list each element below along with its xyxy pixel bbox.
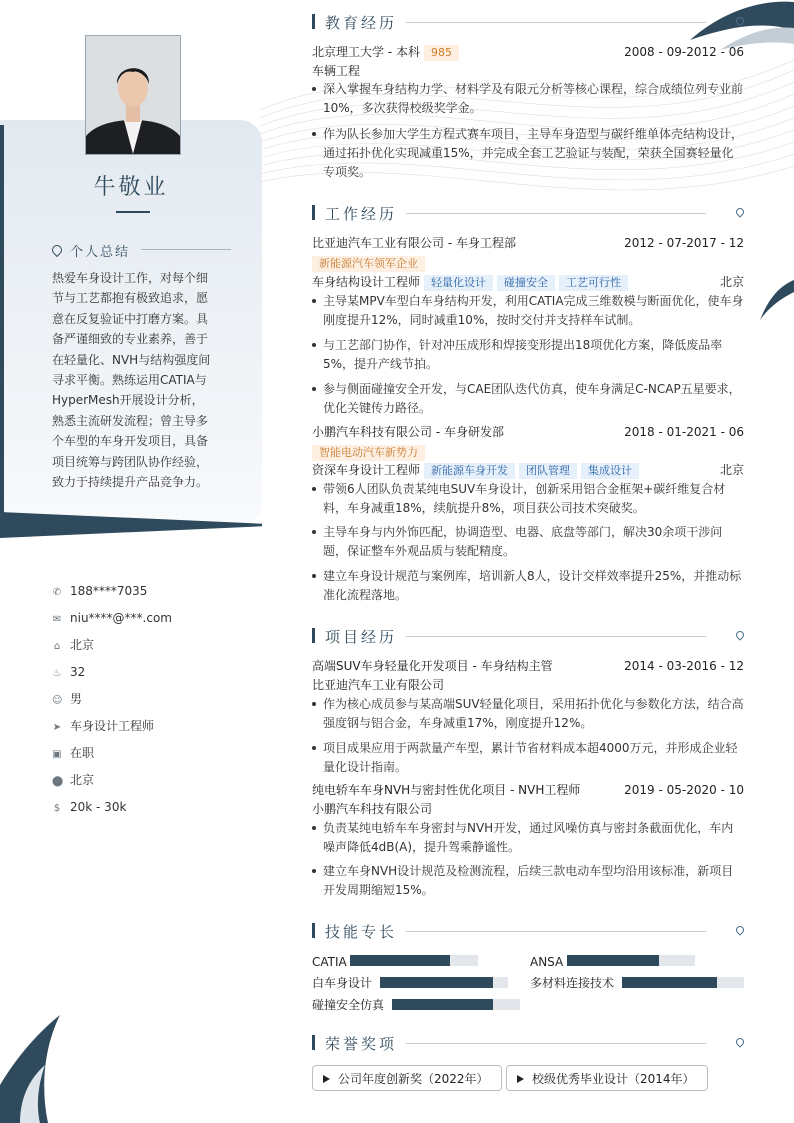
skill-bar	[350, 955, 478, 966]
contact-value: 在职	[70, 746, 95, 760]
work-bullet: 与工艺部门协作，针对冲压成形和焊接变形提出18项优化方案，降低废品率5%，提升产线节拍。	[312, 336, 744, 374]
project-bullet: 建立车身NVH设计规范及检测流程，后续三款电动车型均沿用该标准，新项目开发周期缩短15%。	[312, 862, 744, 900]
skill-tag: 新能源车身开发	[424, 463, 515, 479]
work-city: 北京	[719, 463, 744, 477]
contact-value: 北京	[70, 638, 95, 652]
location-icon: ⬤	[52, 776, 64, 787]
home-icon: ⌂	[53, 641, 61, 652]
contact-value: 20k - 30k	[70, 800, 127, 814]
work-period: 2018 - 01-2021 - 06	[624, 425, 744, 439]
company-name: 比亚迪汽车工业有限公司 - 车身工程部	[312, 236, 516, 250]
work-period: 2012 - 07-2017 - 12	[624, 236, 744, 250]
skill-name: 白车身设计	[312, 976, 373, 990]
contact-location	[52, 771, 94, 789]
skill-bar	[622, 977, 744, 988]
summary-text: 热爱车身设计工作，对每个细节与工艺都抱有极致追求，愿意在反复验证中打磨方案。具备严谨细致的专业素养，善于在轻量化、NVH与结构强度间寻求平衡。熟练运用CATIA与HyperMesh开展设计分析，熟悉主流研发流程；曾主导多个车型的车身开发项目，具备项目统筹与跨团队协作经验，致力于持续提升产品竞争力。	[52, 271, 211, 490]
project-org: 小鹏汽车科技有限公司	[312, 802, 433, 816]
play-icon	[517, 1075, 524, 1083]
school-tag: 985	[424, 45, 459, 61]
skill-tag: 团队管理	[519, 463, 577, 479]
education-period: 2008 - 09-2012 - 06	[624, 45, 744, 59]
contact-value: 188****7035	[70, 584, 148, 598]
award-item	[312, 1065, 502, 1091]
send-icon: ➤	[52, 722, 62, 733]
industry-tag: 智能电动汽车新势力	[312, 445, 425, 461]
work-bullet: 参与侧面碰撞安全开发，与CAE团队迭代仿真，使车身满足C-NCAP五星要求，优化关键传力路径。	[312, 380, 744, 418]
work-bullet: 主导车身与内外饰匹配，协调造型、电器、底盘等部门，解决30余项干涉问题，保证整车外观品质与装配精度。	[312, 523, 744, 561]
industry-tag: 新能源汽车领军企业	[312, 256, 425, 272]
work-bullet: 建立车身设计规范与案例库，培训新人8人，设计交样效率提升25%，并推动标准化流程落地。	[312, 567, 744, 605]
project-period: 2019 - 05-2020 - 10	[624, 783, 744, 797]
company-name: 小鹏汽车科技有限公司 - 车身研发部	[312, 425, 504, 439]
section-title: 教育经历	[325, 14, 398, 32]
section-title: 项目经历	[325, 628, 398, 646]
contact-home	[52, 636, 94, 654]
work-bullet: 带领6人团队负责某纯电SUV车身设计，创新采用铝合金框架+碳纤维复合材料，车身减重18%，续航提升8%，项目获公司技术突破奖。	[312, 480, 744, 518]
pin-icon	[50, 243, 64, 257]
skill-tag: 工艺可行性	[559, 275, 628, 291]
skill-tag: 碰撞安全	[497, 275, 555, 291]
work-role	[312, 461, 744, 479]
briefcase-icon: ▣	[52, 749, 62, 760]
work-bullet: 主导某MPV车型白车身结构开发，利用CATIA完成三维数模与断面优化，使车身刚度提升12%，同时减重10%，按时交付并支持样车试制。	[312, 292, 744, 330]
contact-target-job	[52, 717, 154, 735]
mail-icon: ✉	[52, 614, 62, 625]
avatar-icon	[86, 36, 180, 154]
skill-name: ANSA	[530, 955, 564, 969]
section-title: 荣誉奖项	[325, 1035, 398, 1053]
skill-name: CATIA	[312, 955, 347, 969]
section-title: 技能专长	[325, 923, 398, 941]
contact-status	[52, 744, 94, 762]
contact-phone	[52, 582, 147, 600]
award-label: 公司年度创新奖（2022年）	[338, 1072, 489, 1086]
contact-value: 32	[70, 665, 86, 679]
contact-gender	[52, 690, 82, 708]
school-name: 北京理工大学 - 本科	[312, 45, 420, 59]
education-major: 车辆工程	[312, 64, 361, 78]
project-title: 高端SUV车身轻量化开发项目 - 车身结构主管	[312, 659, 553, 673]
summary-title: 个人总结	[70, 245, 131, 260]
work-city: 北京	[719, 275, 744, 289]
work-header	[312, 234, 744, 252]
skill-tag: 集成设计	[581, 463, 639, 479]
project-bullet: 项目成果应用于两款量产车型，累计节省材料成本超4000万元，并形成企业轻量化设计指南。	[312, 739, 744, 777]
project-header	[312, 657, 744, 675]
project-bullet: 作为核心成员参与某高端SUV轻量化项目，采用拓扑优化与参数化方法，结合高强度钢与铝合金，车身减重17%，刚度提升12%。	[312, 695, 744, 733]
education-header	[312, 43, 744, 61]
skill-bar	[392, 999, 520, 1010]
phone-icon: ✆	[52, 587, 62, 598]
skill-bar	[380, 977, 508, 988]
summary-heading	[52, 241, 130, 260]
gender-icon: ☺	[52, 695, 63, 706]
cake-icon: ♨	[52, 668, 62, 679]
skill-name: 多材料连接技术	[530, 976, 615, 990]
contact-email	[52, 609, 172, 627]
project-period: 2014 - 03-2016 - 12	[624, 659, 744, 673]
role-title: 资深车身设计工程师	[312, 463, 421, 477]
skill-bar	[567, 955, 695, 966]
contact-value: 北京	[70, 773, 95, 787]
education-bullet: 深入掌握车身结构力学、材料学及有限元分析等核心课程，综合成绩位列专业前10%，多次获得校级奖学金。	[312, 80, 744, 118]
award-item	[506, 1065, 708, 1091]
award-label: 校级优秀毕业设计（2014年）	[532, 1072, 695, 1086]
education-bullet: 作为队长参加大学生方程式赛车项目，主导车身造型与碳纤维单体壳结构设计，通过拓扑优化实现减重15%，并完成全套工艺验证与装配，荣获全国赛轻量化专项奖。	[312, 125, 744, 182]
project-org: 比亚迪汽车工业有限公司	[312, 678, 445, 692]
summary-divider	[141, 249, 231, 250]
contact-age	[52, 663, 85, 681]
contact-salary	[52, 798, 126, 816]
skill-tag: 轻量化设计	[424, 275, 493, 291]
candidate-name: 牛敬业	[93, 175, 169, 200]
skill-name: 碰撞安全仿真	[312, 998, 385, 1012]
name-divider	[116, 211, 150, 213]
project-header	[312, 781, 744, 799]
work-header	[312, 423, 744, 441]
profile-photo	[85, 35, 181, 155]
contact-value: 男	[70, 692, 83, 706]
project-bullet: 负责某纯电轿车车身密封与NVH开发，通过风噪仿真与密封条截面优化，车内噪声降低4dB(A)，提升驾乘静谧性。	[312, 819, 744, 857]
contact-value: niu****@***.com	[70, 611, 172, 625]
role-title: 车身结构设计工程师	[312, 275, 421, 289]
salary-icon: $	[53, 803, 61, 814]
project-title: 纯电轿车车身NVH与密封性优化项目 - NVH工程师	[312, 783, 581, 797]
contact-value: 车身设计工程师	[70, 719, 155, 733]
play-icon	[323, 1075, 330, 1083]
work-role	[312, 273, 744, 291]
section-title: 工作经历	[325, 205, 398, 223]
